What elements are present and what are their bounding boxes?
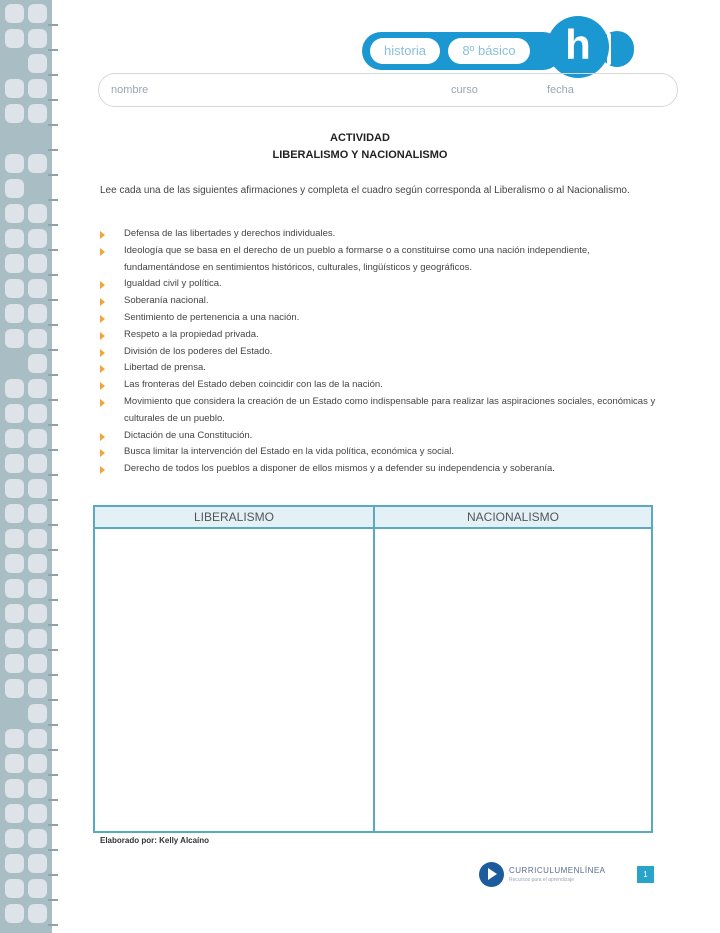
binding-square [28,729,47,748]
bullet-arrow-icon [100,248,105,256]
binding-square [5,229,24,248]
binding-square [28,654,47,673]
activity-title: ACTIVIDAD [330,132,390,144]
binding-square [5,829,24,848]
binding-square [28,404,47,423]
comparison-table [93,505,653,833]
activity-subtitle: LIBERALISMO Y NACIONALISMO [272,149,448,161]
binding-tick [48,224,58,226]
binding-tick [48,774,58,776]
binding-square [5,529,24,548]
binding-square [5,204,24,223]
binding-tick [48,799,58,801]
student-info-bar [98,73,678,107]
statement-item: Derecho de todos los pueblos a disponer de ellos mismos y a defender su independencia y soberanía. [100,461,660,478]
binding-square [5,104,24,123]
statement-item: Ideología que se basa en el derecho de un pueblo a formarse o a constituirse como una nación independiente, fundamentándose en sentimientos históricos, culturales, lingüísticos y geográficos. [100,243,660,277]
bullet-arrow-icon [100,332,105,340]
binding-square [28,29,47,48]
binding-square [5,554,24,573]
binding-tick [48,49,58,51]
binding-square [5,379,24,398]
binding-square [28,529,47,548]
binding-square [5,879,24,898]
bullet-arrow-icon [100,315,105,323]
binding-square [5,304,24,323]
binding-tick [48,174,58,176]
bullet-arrow-icon [100,399,105,407]
binding-square [28,354,47,373]
statement-item: División de los poderes del Estado. [100,344,660,361]
binding-square [5,579,24,598]
statement-item: Sentimiento de pertenencia a una nación. [100,310,660,327]
liberalismo-answer-cell[interactable] [95,529,373,831]
binding-tick [48,849,58,851]
statement-item: Respeto a la propiedad privada. [100,327,660,344]
bullet-arrow-icon [100,281,105,289]
binding-tick [48,324,58,326]
binding-tick [48,349,58,351]
date-field-label: fecha [547,84,574,96]
binding-tick [48,124,58,126]
binding-square [5,904,24,923]
binding-tick [48,249,58,251]
binding-tick [48,674,58,676]
binding-square [28,854,47,873]
bullet-arrow-icon [100,449,105,457]
bullet-arrow-icon [100,365,105,373]
binding-square [5,779,24,798]
binding-square [28,329,47,348]
binding-square [28,629,47,648]
binding-square [28,79,47,98]
binding-tick [48,199,58,201]
binding-square [5,429,24,448]
binding-square [5,404,24,423]
binding-square [5,4,24,23]
bullet-arrow-icon [100,433,105,441]
column-header-liberalismo: LIBERALISMO [95,507,373,529]
binding-tick [48,574,58,576]
binding-square [28,379,47,398]
binding-square [28,104,47,123]
binding-square [28,504,47,523]
binding-tick [48,374,58,376]
bullet-arrow-icon [100,349,105,357]
binding-tick [48,474,58,476]
binding-tick [48,399,58,401]
brand-tagline: Recursos para el aprendizaje [509,877,575,883]
binding-square [5,854,24,873]
binding-tick [48,724,58,726]
binding-tick [48,524,58,526]
binding-tick [48,599,58,601]
binding-square [28,454,47,473]
bullet-arrow-icon [100,466,105,474]
binding-tick [48,824,58,826]
binding-square [28,829,47,848]
binding-tick [48,299,58,301]
binding-square [5,754,24,773]
binding-tick [48,874,58,876]
binding-square [28,304,47,323]
binding-square [5,29,24,48]
binding-tick [48,549,58,551]
binding-square [5,179,24,198]
binding-square [28,579,47,598]
binding-square [5,329,24,348]
binding-square [5,629,24,648]
statement-item: Igualdad civil y política. [100,276,660,293]
instructions: Lee cada una de las siguientes afirmaciones y completa el cuadro según corresponda al Liberalismo o al Nacionalismo. [100,185,630,196]
binding-square [5,504,24,523]
binding-square [5,79,24,98]
binding-tick [48,649,58,651]
binding-tick [48,74,58,76]
binding-square [28,679,47,698]
bullet-arrow-icon [100,231,105,239]
binding-tick [48,899,58,901]
binding-square [28,704,47,723]
binding-square [5,679,24,698]
binding-square [28,279,47,298]
binding-square [28,429,47,448]
subject-logo-icon: h [547,16,609,78]
binding-square [28,754,47,773]
binding-square [28,779,47,798]
binding-tick [48,449,58,451]
nacionalismo-answer-cell[interactable] [375,529,651,831]
binding-tick [48,624,58,626]
author-credit: Elaborado por: Kelly Alcaíno [100,836,210,845]
binding-square [5,279,24,298]
binding-square [5,254,24,273]
binding-square [5,604,24,623]
page-number: 1 [637,866,654,883]
binding-tick [48,24,58,26]
statements-list [100,226,660,478]
binding-square [5,804,24,823]
brand-name: CURRICULUMENLÍNEA [509,866,606,875]
binding-square [28,229,47,248]
binding-square [28,204,47,223]
binding-tick [48,499,58,501]
binding-square [5,654,24,673]
binding-square [5,454,24,473]
statement-item: Las fronteras del Estado deben coincidir con las de la nación. [100,377,660,394]
binding-tick [48,99,58,101]
grade-tag: 8º básico [448,38,530,64]
subject-tag: historia [370,38,440,64]
statement-item: Dictación de una Constitución. [100,428,660,445]
binding-square [28,479,47,498]
name-field-label: nombre [111,84,149,96]
bullet-arrow-icon [100,382,105,390]
binding-square [28,4,47,23]
bullet-arrow-icon [100,298,105,306]
binding-square [28,904,47,923]
binding-square [5,479,24,498]
statement-item: Libertad de prensa. [100,360,660,377]
binding-tick [48,424,58,426]
binding-square [28,604,47,623]
binding-square [28,254,47,273]
binding-square [5,729,24,748]
statement-item: Busca limitar la intervención del Estado en la vida política, económica y social. [100,444,660,461]
statement-item: Soberanía nacional. [100,293,660,310]
binding-tick [48,274,58,276]
binding-square [28,54,47,73]
binding-square [28,554,47,573]
binding-tick [48,749,58,751]
binding-tick [48,699,58,701]
binding-square [28,879,47,898]
binding-square [28,804,47,823]
curriculum-play-logo-icon [479,862,504,887]
binding-tick [48,924,58,926]
course-field-label: curso [451,84,478,96]
column-header-nacionalismo: NACIONALISMO [375,507,651,529]
statement-item: Movimiento que considera la creación de un Estado como indispensable para realizar las aspiraciones sociales, económicas y culturales de un pueblo. [100,394,660,428]
statement-item: Defensa de las libertades y derechos individuales. [100,226,660,243]
